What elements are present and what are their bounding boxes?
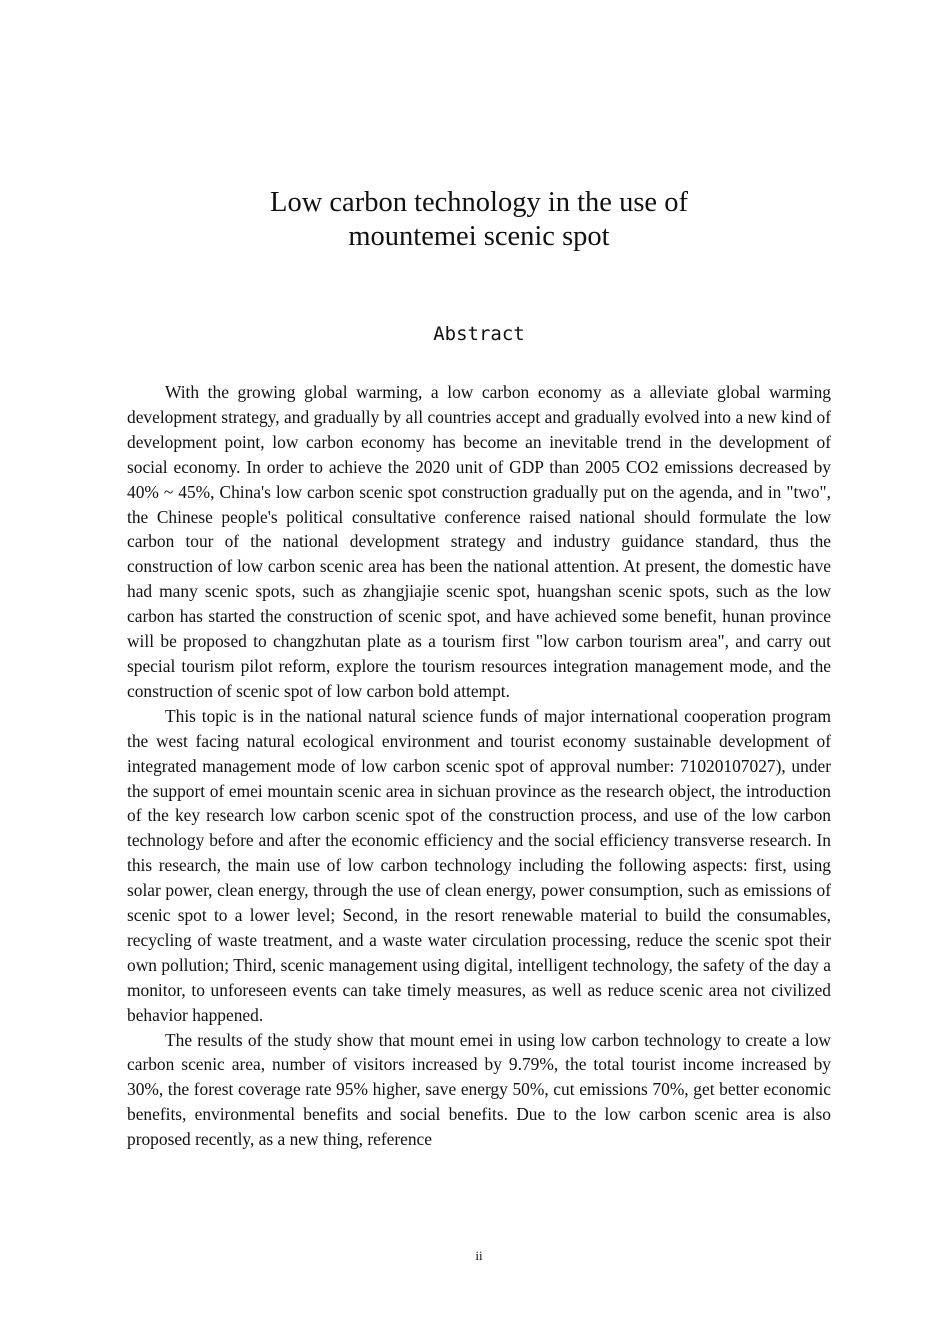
title-line-1: Low carbon technology in the use of [270,187,688,218]
abstract-body [127,380,831,1152]
page-number: ii [475,1248,483,1263]
title-line-2: mountemei scenic spot [348,221,610,252]
document-title [0,186,950,254]
abstract-paragraph-2: This topic is in the national natural science funds of major international cooperation program the west facing natural ecological environment and tourist economy sustainable development of integrated management mode of low carbon scenic spot of approval number: 71020107027), under the support of emei mountain scenic area in sichuan province as the research object, the introduction of the key research low carbon scenic spot of the construction process, and use of the low carbon technology before and after the economic efficiency and the social efficiency transverse research. In this research, the main use of low carbon technology including the following aspects: first, using solar power, clean energy, through the use of clean energy, power consumption, such as emissions of scenic spot to a lower level; Second, in the resort renewable material to build the consumables, recycling of waste treatment, and a waste water circulation processing, reduce the scenic spot their own pollution; Third, scenic management using digital, intelligent technology, the safety of the day a monitor, to unforeseen events can take timely measures, as well as reduce scenic area not civilized behavior happened. [127,705,831,1025]
abstract-paragraph-3: The results of the study show that mount emei in using low carbon technology to create a low carbon scenic area, number of visitors increased by 9.79%, the total tourist income increased by 30%, the forest coverage rate 95% higher, save energy 50%, cut emissions 70%, get better economic benefits, environmental benefits and social benefits. Due to the low carbon scenic area is also proposed recently, as a new thing, reference [127,1029,831,1150]
abstract-paragraph-1: With the growing global warming, a low carbon economy as a alleviate global warming development strategy, and gradually by all countries accept and gradually evolved into a new kind of development point, low carbon economy has become an inevitable trend in the development of social economy. In order to achieve the 2020 unit of GDP than 2005 CO2 emissions decreased by 40% ~ 45%, China's low carbon scenic spot construction gradually put on the agenda, and in "two", the Chinese people's political consultative conference raised national should formulate the low carbon tour of the national development strategy and industry guidance standard, thus the construction of low carbon scenic area has been the national attention. At present, the domestic have had many scenic spots, such as zhangjiajie scenic spot, huangshan scenic spots, such as the low carbon has started the construction of scenic spot, and have achieved some benefit, hunan province will be proposed to changzhutan plate as a tourism first "low carbon tourism area", and carry out special tourism pilot reform, explore the tourism resources integration management mode, and the construction of scenic spot of low carbon bold attempt. [127,382,831,701]
abstract-heading: Abstract [433,323,525,345]
